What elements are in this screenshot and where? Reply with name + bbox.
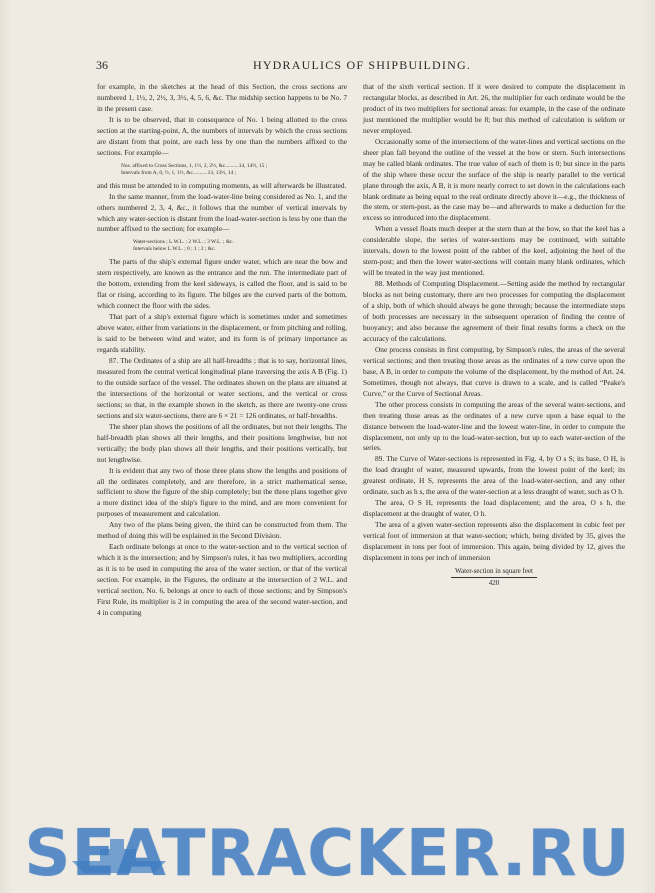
paragraph: One process consists in first computing, by Simpson's rules, the areas of the several vertical sections; and then treating those areas as the ordinates of a new curve upon the base, A B, in order to compute the volume of the displacement, by the method of Art. 24. Sometimes, though not always, that curve is drawn to a scale, and is called “Peake's Curve,” or the Curve of Sectional Areas. — [363, 344, 625, 398]
water-section-table — [133, 239, 347, 253]
paragraph: The other process consists in computing the areas of the several water-sections, and then treating those areas as the ordinates of a new curve upon a base equal to the distance between the load-water-line and the lowest water-line, in order to compute the displacement, not only up to the load-water-section, but up to each water-section of the series. — [363, 399, 625, 453]
formula-numerator: Water-section in square feet — [451, 566, 537, 578]
formula-denominator: 420 — [488, 578, 500, 587]
paragraph: The area, O S H, represents the load displacement; and the area, O s h, the displacement at the draught of water, O h. — [363, 498, 625, 519]
page-number: 36 — [96, 58, 108, 72]
paragraph: that of the sixth vertical section. If it were desired to compute the displacement in rectangular blocks, as described in Art. 26, the multiplier for each ordinate would be the product of its two multipliers for sectional areas: for example, in the case of the ordinate just mentioned the multiplier would be 8; but this method of calculation is seldom or never employed. — [363, 82, 625, 135]
paragraph: The area of a given water-section represents also the displacement in cubic feet per vertical foot of immersion at that water-section; which, being divided by 35, gives the displacement in tons per foot of immersion. This again, being divided by 12, gives the displacement in tons per inch of immersion — [363, 520, 625, 562]
paragraph: and this must be attended to in computing moments, as will afterwards be illustrated. — [97, 180, 347, 190]
paragraph: It is evident that any two of those three plans show the lengths and positions of all the ordinates completely, and are therefore, in a strict mathematical sense, sufficient to show the figure of the ship completely; but the three plans together give a more distinct idea of the ship's figure to the mind, and are more convenient for purposes of measurement and calculation. — [97, 465, 347, 519]
section-interval-table — [121, 163, 347, 177]
paragraph: The parts of the ship's external figure under water, which are near the bow and stern respectively, are known as the entrance and the run. The intermediate part of the bottom, extending from the keel sideways, is called the floor, and is said to be flat or rising, according to its figure. The bilges are the curved parts of the bottom, which connect the floor with the sides. — [97, 257, 347, 311]
table-row: Intervals below L.W.L. ; 0 ; 1 ; 2 ; &c. — [133, 246, 216, 253]
paragraph: Any two of the plans being given, the third can be constructed from them. The method of doing this will be explained in the Second Division. — [97, 520, 347, 541]
running-title: HYDRAULICS OF SHIPBUILDING. — [252, 58, 472, 72]
paragraph: 89. The Curve of Water-sections is represented in Fig. 4, by O s S; its base, O H, is the load draught of water, measured upwards, from the lowest point of the keel; its greatest ordinate, H S, represents the area of the load-water-section, and any other ordinate, such as h s, the area of the water-section at a less draught of water, such as O h. — [363, 454, 625, 497]
paragraph: for example, in the sketches at the head of this Section, the cross sections are numbered 1, 1½, 2, 2½, 3, 3½, 4, 5, 6, &c. The midship section happens to be No. 7 in the present case. — [97, 82, 347, 113]
right-column — [363, 82, 625, 589]
paragraph: It is to be observed, that in consequence of No. 1 being allotted to the cross section at the starting-point, A, the numbers of intervals by which the cross sections are distant from that point, are each less by one than the numbers affixed to the sections. For example— — [97, 114, 347, 157]
paragraph: The sheer plan shows the positions of all the ordinates, but not their lengths. The half-breadth plan shows all their lengths, and their positions lengthwise, but not vertically; the body plan shows all their lengths, and their positions vertically, but not lengthwise. — [97, 421, 347, 464]
paragraph: 87. The Ordinates of a ship are all half-breadths ; that is to say, horizontal lines, measured from the central vertical longitudinal plane traversing the axis A B (Fig. 1) to the outside surface of the vessel. The ordinates shown on the plans are situated at the intersections of the horizontal or water sections, and the vertical or cross sections; so that, in the example shown in the sketch, as there are twenty-one cross sections and six water-sections, there are 6 × 21 = 126 ordinates, or half-breadths. — [97, 356, 347, 420]
paragraph: 88. Methods of Computing Displacement.—Setting aside the method by rectangular blocks as not being customary, there are two processes for computing the displacement of a ship, both of which should always be gone through; because the intermediate steps of both processes are necessary in the subsequent operation of finding the centre of buoyancy; and also because the agreement of their final results forms a check on the accuracy of the calculations. — [363, 279, 625, 343]
paragraph: That part of a ship's external figure which is sometimes under and sometimes above water, either from variations in the displacement, or from pitching and rolling, is said to be between wind and water, and its form is of primary importance as regards stability. — [97, 312, 347, 355]
table-row: Intervals from A, 0, ½, 1, 1½, &c...........13, 13½, 14 ; — [121, 169, 237, 176]
formula — [363, 566, 625, 589]
watermark: SEATRACKER.RU — [24, 816, 631, 891]
table-row: Nos. affixed to Cross Sections, 1, 1½, 2, 2½, &c..........14, 14½, 15 ; — [121, 162, 268, 169]
page-header — [96, 58, 628, 74]
paragraph: When a vessel floats much deeper at the stern than at the bow, so that the keel has a considerable slope, the series of water-sections may be continued, with suitable intervals, down to the lowest point of the rabbet of the keel, adjoining the heel of the stern-post; and then the lower water-sections will contain many blank ordinates, which will be treated in the way just mentioned. — [363, 224, 625, 278]
table-row: Water-sections ; L.W.L. ; 2 W.L. ; 3 W.L. ; &c. — [133, 239, 234, 246]
paragraph: In the same manner, from the load-water-line being considered as No. 1, and the others numbered 2, 3, 4, &c., it follows that the number of vertical intervals by which any water-section is distant from the load-water-section is less by one than the number affixed to the section; for example— — [97, 191, 347, 234]
left-column — [97, 82, 347, 619]
paragraph: Occasionally some of the intersections of the water-lines and vertical sections on the sheer plan fall beyond the outline of the vessel at the bow or stern. Such intersections may be called blank ordinates. The true value of each of them is 0; but since in the parts of the ship where these occur the surface of the ship is nearly parallel to the vertical plane through the axis, A B, it is more nearly correct to set down in the calculations each blank ordinate as being equal to the real ordinate directly above it—e.g., the thickness of the stem, or stern-post, as the case may be—and afterwards to make a deduction for the excess so introduced into the displacement. — [363, 136, 625, 223]
paragraph: Each ordinate belongs at once to the water-section and to the vertical section of which it is the intersection; and by Simpson's rules, it has two multipliers, according as it is to be used in computing the area of the water section, or that of the vertical section. For example, in the Figures, the ordinate at the intersection of 2 W.L. and vertical section, No. 6, belongs at once to each of those sections; and by Simpson's First Rule, its multiplier is 2 in computing the area of the second water-section, and 4 in computing — [97, 542, 347, 617]
